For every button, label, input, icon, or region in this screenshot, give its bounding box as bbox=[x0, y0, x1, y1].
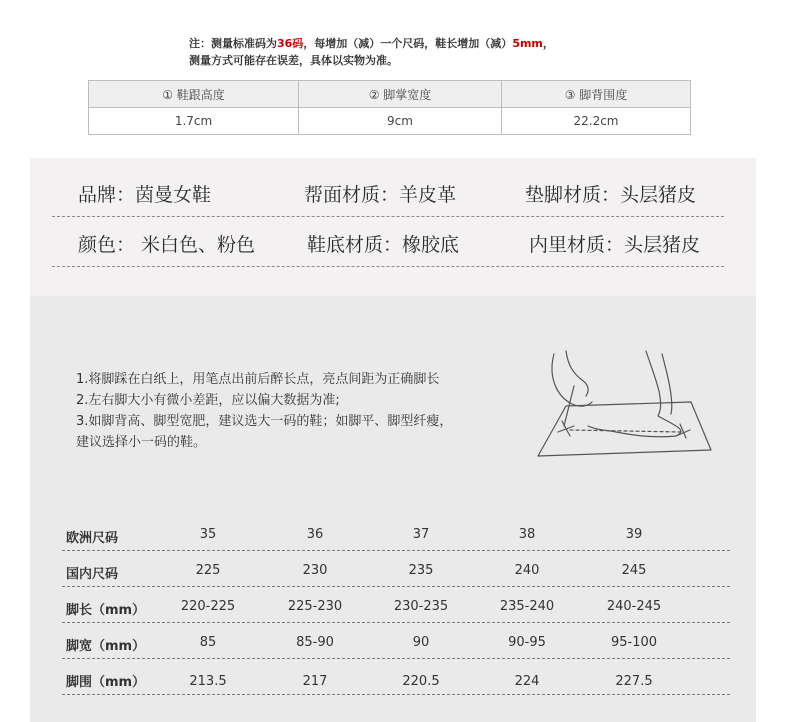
size-cell: 38 bbox=[518, 527, 536, 542]
tip-3-continued: 建议选择小一码的鞋。 bbox=[76, 435, 207, 450]
size-cell: 220.5 bbox=[402, 674, 440, 689]
size-cell: 90 bbox=[412, 635, 430, 650]
size-label-foot-girth: 脚围（mm） bbox=[66, 675, 146, 690]
attribute-upper-material: 帮面材质：羊皮革 bbox=[304, 184, 457, 206]
note-line-2: 测量方式可能存在误差，具体以实物为准。 bbox=[189, 54, 398, 67]
size-cell: 90-95 bbox=[508, 635, 546, 650]
size-cell: 39 bbox=[625, 527, 643, 542]
attribute-row-1 bbox=[52, 168, 724, 217]
measuring-tips bbox=[76, 369, 452, 453]
size-label-cn: 国内尺码 bbox=[66, 567, 119, 582]
size-row-foot-length bbox=[62, 586, 730, 623]
note-text: ， bbox=[542, 37, 554, 50]
value-sole-width: 9cm bbox=[299, 108, 502, 135]
header-sole-width: ② 脚掌宽度 bbox=[299, 81, 502, 108]
size-cell: 85 bbox=[199, 635, 217, 650]
tip-1: 1.将脚踩在白纸上，用笔点出前后醉长点，亮点间距为正确脚长 bbox=[76, 372, 440, 387]
tip-2: 2.左右脚大小有微小差距，应以偏大数据为准; bbox=[76, 393, 340, 408]
size-cell: 240 bbox=[514, 563, 540, 578]
attribute-insole-material: 垫脚材质：头层猪皮 bbox=[525, 184, 697, 206]
standard-size-highlight: 36码 bbox=[277, 37, 304, 50]
note-line-1 bbox=[189, 35, 554, 52]
measurement-header-row bbox=[89, 81, 691, 108]
size-cell: 225 bbox=[195, 563, 221, 578]
size-row-foot-girth bbox=[62, 658, 730, 695]
size-cell: 245 bbox=[621, 563, 647, 578]
size-label-eu: 欧洲尺码 bbox=[66, 531, 119, 546]
attribute-row-2 bbox=[52, 218, 724, 267]
size-cell: 220-225 bbox=[180, 599, 236, 614]
value-heel-height: 1.7cm bbox=[89, 108, 299, 135]
size-row-foot-width bbox=[62, 622, 730, 659]
size-cell: 95-100 bbox=[610, 635, 658, 650]
attribute-sole-material: 鞋底材质：橡胶底 bbox=[307, 234, 460, 256]
header-instep-girth: ③ 脚背围度 bbox=[502, 81, 691, 108]
size-row-eu bbox=[62, 514, 730, 551]
size-label-foot-length: 脚长（mm） bbox=[66, 603, 146, 618]
size-row-cn bbox=[62, 550, 730, 587]
size-cell: 224 bbox=[514, 674, 540, 689]
increment-highlight: 5mm bbox=[512, 37, 543, 50]
size-cell: 230 bbox=[302, 563, 328, 578]
measurement-note bbox=[189, 35, 554, 69]
size-cell: 235 bbox=[408, 563, 434, 578]
size-cell: 37 bbox=[412, 527, 430, 542]
note-text: ，每增加（减）一个尺码，鞋长增加（减） bbox=[303, 37, 513, 50]
attribute-brand: 品牌：茵曼女鞋 bbox=[78, 184, 212, 206]
measurement-table bbox=[88, 80, 691, 135]
product-attributes bbox=[30, 158, 756, 296]
size-cell: 85-90 bbox=[296, 635, 334, 650]
size-cell: 227.5 bbox=[615, 674, 653, 689]
size-cell: 213.5 bbox=[189, 674, 227, 689]
size-cell: 240-245 bbox=[606, 599, 662, 614]
size-cell: 230-235 bbox=[393, 599, 449, 614]
measurement-value-row bbox=[89, 108, 691, 135]
attribute-color: 颜色： 米白色、粉色 bbox=[78, 234, 256, 256]
size-cell: 217 bbox=[302, 674, 328, 689]
size-cell: 36 bbox=[306, 527, 324, 542]
attribute-lining-material: 内里材质：头层猪皮 bbox=[529, 234, 701, 256]
value-instep-girth: 22.2cm bbox=[502, 108, 691, 135]
size-guide bbox=[30, 296, 756, 722]
size-cell: 225-230 bbox=[287, 599, 343, 614]
tip-3: 3.如脚背高、脚型宽肥，建议选大一码的鞋；如脚平、脚型纤瘦， bbox=[76, 414, 453, 429]
size-cell: 35 bbox=[199, 527, 217, 542]
size-cell: 235-240 bbox=[499, 599, 555, 614]
size-label-foot-width: 脚宽（mm） bbox=[66, 639, 146, 654]
note-text: 注：测量标准码为 bbox=[189, 37, 277, 50]
header-heel-height: ① 鞋跟高度 bbox=[89, 81, 299, 108]
foot-measuring-icon bbox=[526, 346, 726, 461]
